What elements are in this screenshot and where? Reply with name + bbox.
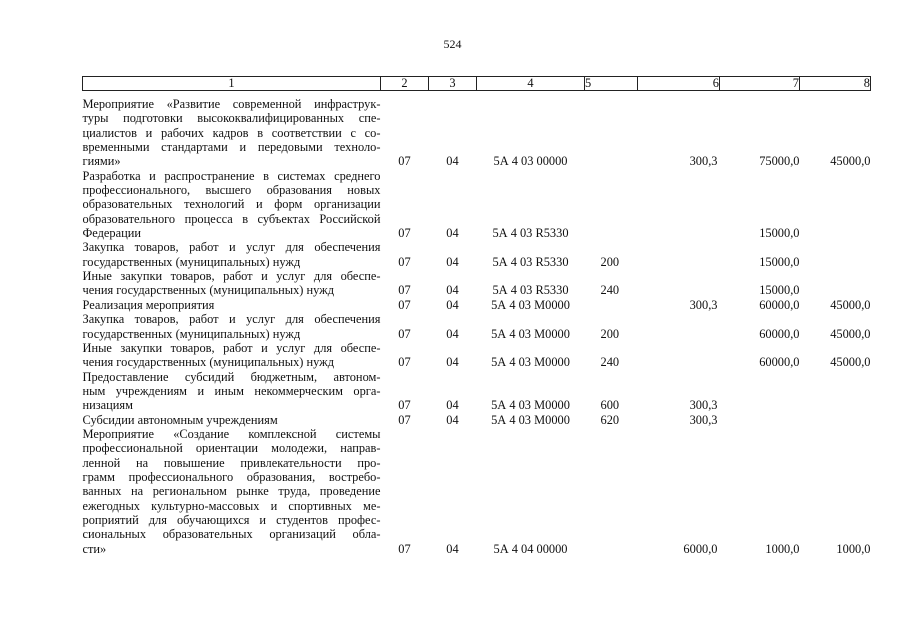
amount-col8: 1000,0 bbox=[836, 541, 871, 556]
row-description bbox=[83, 298, 381, 312]
amount-col8: 45000,0 bbox=[830, 154, 871, 169]
amount-col8 bbox=[800, 413, 871, 427]
amount-col7: 60000,0 bbox=[759, 297, 800, 312]
description-line: Иные закупки товаров, работ и услуг для обеспе- bbox=[82, 340, 381, 355]
amount-col8 bbox=[800, 240, 871, 269]
amount-col8 bbox=[800, 169, 871, 241]
target-article: 5А 4 03 00000 bbox=[493, 154, 568, 169]
amount-col8: 45000,0 bbox=[830, 297, 871, 312]
target-article: 5А 4 04 00000 bbox=[493, 541, 568, 556]
section-code: 07 bbox=[398, 326, 411, 341]
amount-col7: 60000,0 bbox=[759, 326, 800, 341]
description-line: Субсидии автономным учреждениям bbox=[82, 412, 278, 427]
description-line: роприятий для обучающихся и студентов профес- bbox=[82, 512, 381, 527]
header-cell: 2 bbox=[381, 77, 429, 91]
subsection-code: 04 bbox=[446, 297, 459, 312]
row-description bbox=[83, 370, 381, 413]
expense-type bbox=[585, 169, 638, 241]
row-description bbox=[83, 413, 381, 427]
amount-col7: 15000,0 bbox=[759, 283, 800, 298]
amount-col6 bbox=[638, 169, 720, 241]
description-line: Разработка и распространение в системах среднего bbox=[82, 168, 381, 183]
amount-col7 bbox=[720, 413, 800, 427]
description-line: Мероприятие «Развитие современной инфраструк- bbox=[82, 97, 381, 111]
description-line: ежегодных культурно-массовых и спортивных ме- bbox=[82, 498, 381, 513]
amount-col7: 15000,0 bbox=[759, 254, 800, 269]
description-line: образовательных технологий и форм организации bbox=[82, 197, 381, 212]
description-line: ным учреждениям и иным некоммерческим орга- bbox=[82, 383, 381, 398]
target-article: 5А 4 03 R5330 bbox=[492, 254, 569, 269]
amount-col6: 300,3 bbox=[689, 412, 718, 427]
amount-col8: 45000,0 bbox=[830, 326, 871, 341]
subsection-code: 04 bbox=[446, 326, 459, 341]
description-line: сиональных образовательных организаций обла- bbox=[82, 527, 381, 542]
amount-col6 bbox=[638, 312, 720, 341]
amount-col8 bbox=[800, 269, 871, 298]
target-article: 5А 4 03 M0000 bbox=[491, 412, 570, 427]
section-code: 07 bbox=[398, 412, 411, 427]
description-line: ванных на региональном рынке труда, проведение bbox=[82, 484, 381, 499]
expense-type: 620 bbox=[600, 412, 620, 427]
description-line: грамм профессионального образования, востребо- bbox=[82, 469, 381, 484]
table-row bbox=[83, 413, 871, 427]
subsection-code: 04 bbox=[446, 154, 459, 169]
description-line: государственных (муниципальных) нужд bbox=[82, 254, 301, 269]
header-cell: 1 bbox=[83, 77, 381, 91]
header-cell: 8 bbox=[800, 77, 871, 91]
header-cell: 5 bbox=[585, 77, 638, 91]
description-line: Предоставление субсидий бюджетным, автоном- bbox=[82, 369, 381, 384]
description-line: низациям bbox=[82, 398, 133, 413]
table-row bbox=[83, 91, 871, 169]
table-row bbox=[83, 341, 871, 370]
budget-table bbox=[82, 76, 871, 556]
expense-type: 600 bbox=[600, 398, 620, 413]
description-line: профессионального, высшего образования новых bbox=[82, 183, 381, 198]
section-code: 07 bbox=[398, 283, 411, 298]
amount-col6 bbox=[638, 341, 720, 370]
target-article: 5А 4 03 M0000 bbox=[491, 297, 570, 312]
subsection-code: 04 bbox=[446, 283, 459, 298]
description-line: чения государственных (муниципальных) нужд bbox=[82, 355, 335, 370]
amount-col7: 15000,0 bbox=[759, 226, 800, 241]
table-row bbox=[83, 169, 871, 241]
amount-col7: 60000,0 bbox=[759, 355, 800, 370]
description-line: чения государственных (муниципальных) нужд bbox=[82, 283, 335, 298]
section-code: 07 bbox=[398, 398, 411, 413]
amount-col7: 75000,0 bbox=[759, 154, 800, 169]
table-row bbox=[83, 370, 871, 413]
description-line: Иные закупки товаров, работ и услуг для обеспе- bbox=[82, 269, 381, 284]
section-code: 07 bbox=[398, 541, 411, 556]
description-line: временными стандартами и передовыми техноло- bbox=[82, 140, 381, 155]
description-line: Мероприятие «Создание комплексной системы bbox=[82, 426, 381, 441]
row-description bbox=[83, 169, 381, 241]
section-code: 07 bbox=[398, 226, 411, 241]
description-line: циалистов и рабочих кадров в соответствии с со- bbox=[82, 125, 381, 140]
amount-col6: 300,3 bbox=[689, 398, 718, 413]
row-description bbox=[83, 312, 381, 341]
row-description bbox=[83, 341, 381, 370]
description-line: Реализация мероприятия bbox=[82, 297, 215, 312]
description-line: образовательного процесса в субъектах Российской bbox=[82, 211, 381, 226]
description-line: гиями» bbox=[82, 154, 121, 169]
expense-type bbox=[585, 427, 638, 556]
description-line: Федерации bbox=[82, 226, 142, 241]
row-description bbox=[83, 427, 381, 556]
description-line: Закупка товаров, работ и услуг для обеспечения bbox=[82, 240, 381, 255]
amount-col7 bbox=[720, 370, 800, 413]
table-row bbox=[83, 269, 871, 298]
header-cell: 6 bbox=[638, 77, 720, 91]
amount-col6: 300,3 bbox=[689, 297, 718, 312]
header-cell: 3 bbox=[429, 77, 477, 91]
section-code: 07 bbox=[398, 297, 411, 312]
row-description bbox=[83, 240, 381, 269]
subsection-code: 04 bbox=[446, 398, 459, 413]
expense-type bbox=[585, 91, 638, 169]
description-line: Закупка товаров, работ и услуг для обеспечения bbox=[82, 312, 381, 327]
expense-type: 240 bbox=[600, 355, 620, 370]
section-code: 07 bbox=[398, 355, 411, 370]
amount-col6 bbox=[638, 269, 720, 298]
amount-col8 bbox=[800, 370, 871, 413]
subsection-code: 04 bbox=[446, 355, 459, 370]
section-code: 07 bbox=[398, 154, 411, 169]
amount-col6: 300,3 bbox=[689, 154, 718, 169]
target-article: 5А 4 03 R5330 bbox=[492, 226, 569, 241]
amount-col6 bbox=[638, 240, 720, 269]
page-number: 524 bbox=[443, 37, 462, 51]
target-article: 5А 4 03 R5330 bbox=[492, 283, 569, 298]
description-line: государственных (муниципальных) нужд bbox=[82, 326, 301, 341]
header-cell: 7 bbox=[720, 77, 800, 91]
table-row bbox=[83, 427, 871, 556]
table-row bbox=[83, 312, 871, 341]
row-description bbox=[83, 91, 381, 169]
subsection-code: 04 bbox=[446, 254, 459, 269]
target-article: 5А 4 03 M0000 bbox=[491, 326, 570, 341]
description-line: ленной на повышение привлекательности про- bbox=[82, 455, 381, 470]
section-code: 07 bbox=[398, 254, 411, 269]
subsection-code: 04 bbox=[446, 226, 459, 241]
expense-type: 200 bbox=[600, 326, 620, 341]
expense-type: 200 bbox=[600, 254, 620, 269]
target-article: 5А 4 03 M0000 bbox=[491, 355, 570, 370]
expense-type: 240 bbox=[600, 283, 620, 298]
description-line: профессиональной ориентации молодежи, направ- bbox=[82, 441, 381, 456]
subsection-code: 04 bbox=[446, 541, 459, 556]
table-row bbox=[83, 240, 871, 269]
table-row bbox=[83, 298, 871, 312]
amount-col8: 45000,0 bbox=[830, 355, 871, 370]
row-description bbox=[83, 269, 381, 298]
amount-col6: 6000,0 bbox=[683, 541, 718, 556]
description-line: туры подготовки высококвалифицированных спе- bbox=[82, 111, 381, 126]
header-cell: 4 bbox=[477, 77, 585, 91]
column-number-row bbox=[83, 77, 871, 91]
expense-type bbox=[585, 298, 638, 312]
target-article: 5А 4 03 M0000 bbox=[491, 398, 570, 413]
subsection-code: 04 bbox=[446, 412, 459, 427]
description-line: сти» bbox=[82, 541, 107, 556]
amount-col7: 1000,0 bbox=[765, 541, 800, 556]
